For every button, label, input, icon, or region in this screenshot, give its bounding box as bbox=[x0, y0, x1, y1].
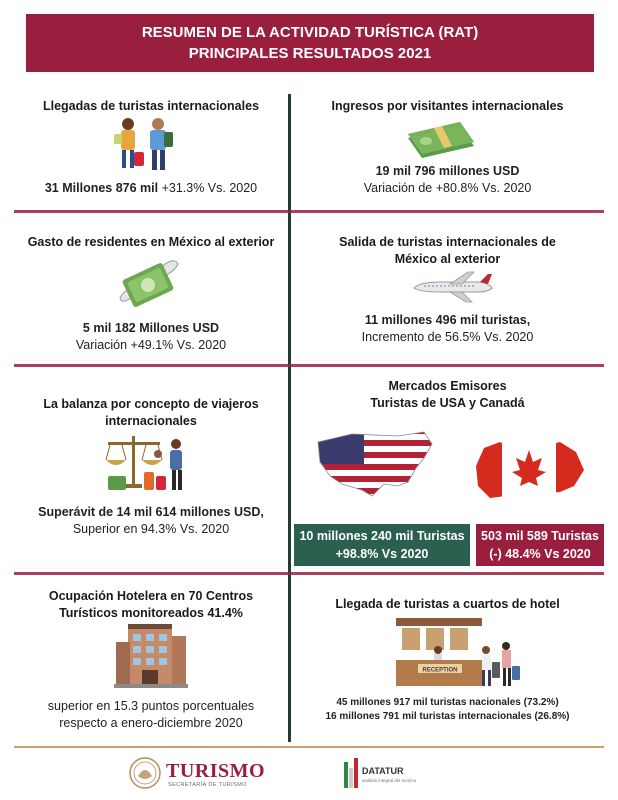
mercados-section bbox=[291, 378, 604, 412]
balance-scale-icon bbox=[102, 432, 194, 494]
ocupacion-detail-line2: respecto a enero-diciembre 2020 bbox=[59, 716, 243, 730]
llegadas-value-rest: +31.3% Vs. 2020 bbox=[158, 181, 258, 195]
ingresos-variation: Variación de +80.8% Vs. 2020 bbox=[363, 181, 532, 195]
ingresos-value: 19 mil 796 millones USD bbox=[375, 164, 520, 178]
gasto-values bbox=[14, 320, 288, 354]
ocupacion-title-line2: Turísticos monitoreados 41.4% bbox=[59, 606, 243, 620]
mercados-title-line1: Mercados Emisores bbox=[388, 379, 507, 393]
canada-tourists-line2: (-) 48.4% Vs 2020 bbox=[489, 547, 591, 561]
datatur-subtitle-text: análisis integral del turismo bbox=[362, 778, 417, 783]
balanza-title-line2: internacionales bbox=[105, 414, 197, 428]
ocupacion-section bbox=[14, 588, 288, 622]
ocupacion-detail-line1: superior en 15.3 puntos porcentuales bbox=[47, 699, 255, 713]
gasto-section bbox=[14, 234, 288, 251]
cuartos-section bbox=[291, 596, 604, 613]
llegadas-section bbox=[14, 98, 288, 115]
footer-divider bbox=[14, 746, 604, 748]
cuartos-internacionales: 16 millones 791 mil turistas internacionales (26.8%) bbox=[325, 711, 570, 722]
llegadas-title: Llegadas de turistas internacionales bbox=[42, 99, 260, 113]
ingresos-section bbox=[291, 98, 604, 115]
datatur-logo-text: DATATUR bbox=[362, 766, 404, 776]
salida-section bbox=[291, 234, 604, 268]
gasto-value: 5 mil 182 Millones USD bbox=[82, 321, 220, 335]
usa-tourists-box bbox=[294, 524, 470, 566]
salida-values bbox=[291, 312, 604, 346]
mercados-title-line2: Turistas de USA y Canadá bbox=[370, 396, 525, 410]
salida-title-line1: Salida de turistas internacionales de bbox=[339, 235, 556, 249]
mexico-seal-icon bbox=[128, 756, 162, 790]
gasto-variation: Variación +49.1% Vs. 2020 bbox=[75, 338, 227, 352]
reception-sign-text: RECEPTION bbox=[422, 667, 458, 674]
usa-map-flag-icon bbox=[312, 428, 436, 512]
cuartos-values bbox=[291, 696, 604, 724]
salida-title-line2: México al exterior bbox=[394, 252, 501, 266]
row-divider-3 bbox=[14, 572, 604, 575]
flying-money-icon bbox=[118, 254, 180, 314]
llegadas-value-bold: 31 Millones 876 mil bbox=[44, 181, 159, 195]
turismo-logo-text: TURISMO bbox=[166, 760, 266, 782]
balanza-variation: Superior en 94.3% Vs. 2020 bbox=[72, 522, 230, 536]
ocupacion-details bbox=[14, 698, 288, 732]
balanza-values bbox=[14, 504, 288, 538]
llegadas-value bbox=[14, 180, 288, 197]
usa-tourists-line2: +98.8% Vs 2020 bbox=[335, 547, 429, 561]
money-stack-icon bbox=[404, 116, 478, 160]
header-subtitle: PRINCIPALES RESULTADOS 2021 bbox=[188, 45, 432, 62]
cuartos-nacionales: 45 millones 917 mil turistas nacionales (73.2%) bbox=[336, 697, 559, 708]
balanza-title-line1: La balanza por concepto de viajeros bbox=[43, 397, 259, 411]
datatur-flag-icon bbox=[342, 756, 360, 790]
salida-variation: Incremento de 56.5% Vs. 2020 bbox=[361, 330, 534, 344]
secretaria-text: SECRETARÍA DE TURISMO bbox=[168, 782, 247, 788]
header-title: RESUMEN DE LA ACTIVIDAD TURÍSTICA (RAT) bbox=[141, 24, 479, 41]
canada-tourists-line1: 503 mil 589 Turistas bbox=[481, 529, 599, 543]
airplane-icon bbox=[410, 270, 494, 304]
salida-value: 11 millones 496 mil turistas, bbox=[364, 313, 531, 327]
balanza-section bbox=[14, 396, 288, 430]
ingresos-title: Ingresos por visitantes internacionales bbox=[331, 99, 564, 113]
hotel-building-icon bbox=[114, 622, 188, 688]
canada-map-flag-icon bbox=[470, 436, 588, 512]
row-divider-2 bbox=[14, 364, 604, 367]
balanza-value: Superávit de 14 mil 614 millones USD, bbox=[38, 505, 264, 519]
hotel-reception-icon bbox=[392, 616, 522, 688]
cuartos-title: Llegada de turistas a cuartos de hotel bbox=[335, 597, 560, 611]
ingresos-values bbox=[291, 163, 604, 197]
tourists-icon bbox=[112, 116, 178, 176]
gasto-title: Gasto de residentes en México al exterior bbox=[27, 235, 275, 249]
canada-tourists-box bbox=[476, 524, 604, 566]
ocupacion-title-line1: Ocupación Hotelera en 70 Centros bbox=[48, 589, 254, 603]
page-header bbox=[26, 14, 594, 72]
row-divider-1 bbox=[14, 210, 604, 213]
usa-tourists-line1: 10 millones 240 mil Turistas bbox=[299, 529, 465, 543]
